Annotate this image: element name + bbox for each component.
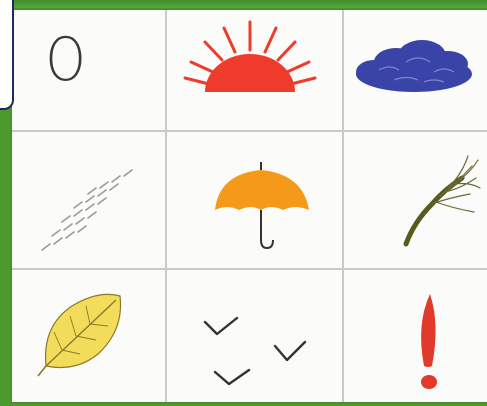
exclamation-icon xyxy=(344,270,487,402)
grid-cell-letter[interactable] xyxy=(12,10,165,130)
grid-cell-exclamation[interactable] xyxy=(344,270,487,402)
letter-o-symbol: O xyxy=(45,25,86,95)
grid-cell-birds[interactable] xyxy=(167,270,342,402)
wind-tree-icon xyxy=(344,132,487,268)
corner-frame xyxy=(0,0,14,110)
grid-cell-wind-tree[interactable] xyxy=(344,132,487,268)
umbrella-icon xyxy=(167,132,342,268)
top-green-strip xyxy=(0,0,487,8)
grid-cell-cloud[interactable] xyxy=(344,10,487,130)
rain-icon xyxy=(12,132,165,268)
grid-cell-umbrella[interactable] xyxy=(167,132,342,268)
grid-cell-leaf[interactable] xyxy=(12,270,165,402)
grid-cell-sun[interactable] xyxy=(167,10,342,130)
leaf-icon xyxy=(12,270,165,402)
birds-icon xyxy=(167,270,342,402)
grid-cell-rain[interactable] xyxy=(12,132,165,268)
symbol-grid-card xyxy=(12,10,487,402)
cloud-icon xyxy=(344,10,487,130)
sun-icon xyxy=(167,10,342,130)
